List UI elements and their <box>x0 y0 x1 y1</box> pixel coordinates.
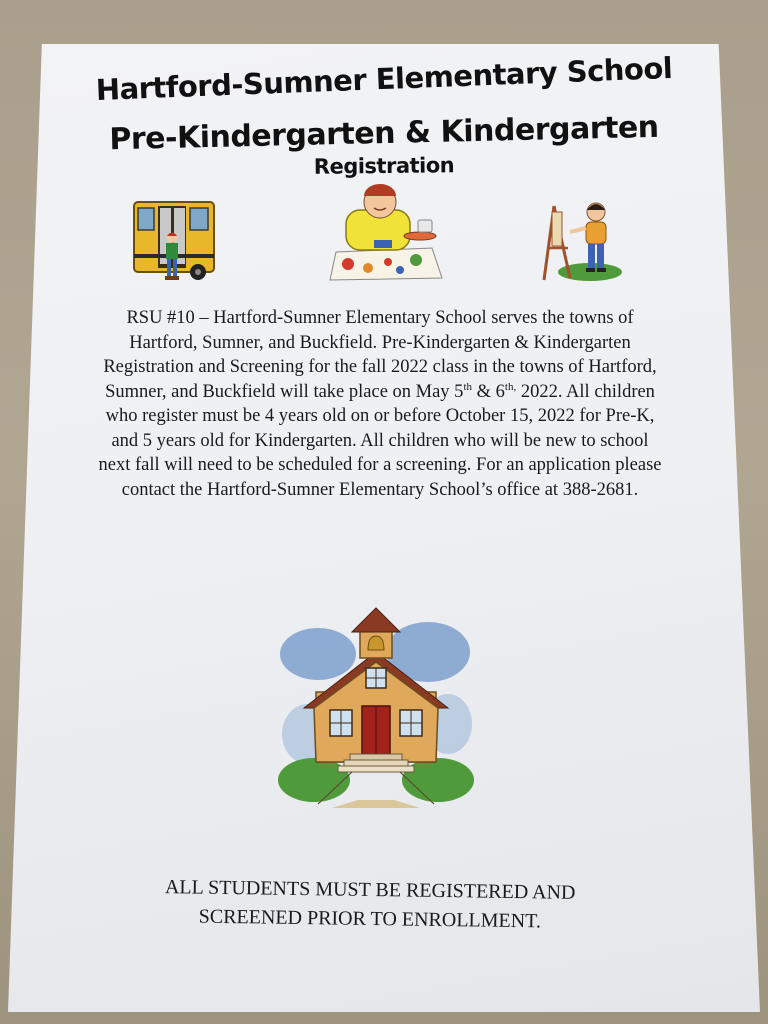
ordinal-suffix-2: th, <box>504 380 517 393</box>
enrollment-notice-line-1: ALL STUDENTS MUST BE REGISTERED AND <box>164 876 576 904</box>
registration-heading: Registration <box>313 153 455 179</box>
enrollment-notice-line-2: SCREENED PRIOR TO ENROLLMENT. <box>198 905 542 933</box>
school-name-heading: Hartford-Sumner Elementary School <box>95 50 673 108</box>
ordinal-suffix-1: th <box>463 380 472 393</box>
program-heading: Pre-Kindergarten & Kindergarten <box>109 109 659 158</box>
school-bus-icon <box>132 198 216 284</box>
easel-painter-icon <box>540 198 626 286</box>
details-text-part-2: & 6 <box>472 381 505 402</box>
finger-painting-child-icon <box>328 180 448 284</box>
schoolhouse-icon <box>278 604 474 810</box>
registration-details-paragraph <box>95 306 665 502</box>
enrollment-notice <box>110 872 631 937</box>
details-text-part-3: 2022. All children who register must be 4 years old on or before October 15, 2022 for Pre-K, and 5 years old for Kindergarten. All children who will be new to school next fall will need to be scheduled for a screening. For an application please contact the Hartford-Sumner Elementary School’s office at 388-2681. <box>98 381 662 500</box>
details-text-part-1: RSU #10 – Hartford-Sumner Elementary School serves the towns of Hartford, Sumner, and Buckfield. Pre-Kindergarten & Kindergarten Registration and Screening for the fall 2022 class in the towns of Hartford, Sumner, and Buckfield will take place on May 5 <box>103 308 657 402</box>
